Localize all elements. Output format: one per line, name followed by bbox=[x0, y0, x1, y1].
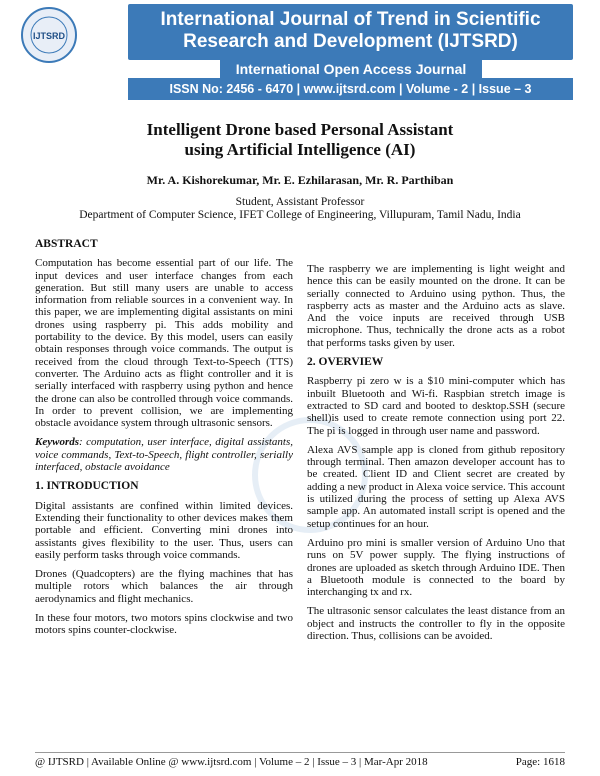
right-column bbox=[307, 263, 565, 649]
abstract-heading: ABSTRACT bbox=[35, 238, 98, 250]
keywords bbox=[35, 436, 293, 473]
footer-citation: @ IJTSRD | Available Online @ www.ijtsrd.com | Volume – 2 | Issue – 3 | Mar-Apr 2018 bbox=[35, 756, 428, 768]
journal-logo-icon bbox=[20, 4, 78, 66]
paper-title bbox=[0, 120, 600, 160]
overview-paragraph-4: The ultrasonic sensor calculates the least distance from an object and instructs the controller to fly in the opposite direction. Thus, collisions can be avoided. bbox=[307, 605, 565, 643]
page-footer bbox=[35, 756, 565, 768]
title-line1: Intelligent Drone based Personal Assistant bbox=[146, 120, 454, 139]
svg-text:IJTSRD: IJTSRD bbox=[32, 31, 66, 41]
intro-paragraph-1: Digital assistants are confined within limited devices. Extending their functionality to other devices makes them portable and efficient. Converting mini drones into assistants gives flexibility to the user. Thus, users can easily perform tasks through voice commands. bbox=[35, 499, 293, 561]
abstract-text: Computation has become essential part of our life. The input devices and user interface changes from each generation. But still many users are unable to access information from reliable sources in a convenient way. In this paper, we are implementing digital assistants on mini drones using raspberry pi. This adds mobility and portability to the device. By this model, users can easily obtain responses through voice commands. The output is received from the cloud through Text-to-Speech (TTS) converter. The Arduino acts as flight controller and it is serially interfaced with raspberry using python and hence the drone can also be controlled through voice commands. In order to prevent collision, we are implementing obstacle avoidance system through ultrasonic sensors. bbox=[35, 257, 293, 430]
issn-bar: ISSN No: 2456 - 6470 | www.ijtsrd.com | Volume - 2 | Issue – 3 bbox=[128, 78, 573, 100]
intro-paragraph-3: In these four motors, two motors spins clockwise and two motors spins counter-clockwise. bbox=[35, 612, 293, 637]
overview-paragraph-3: Arduino pro mini is smaller version of Arduino Uno that runs on 5V power supply. The flying instructions of drones are uploaded as sketch through Arduino IDE. Then a Bluetooth module is connected to the board by interchanging tx and rx. bbox=[307, 536, 565, 599]
keywords-label: Keywords bbox=[35, 436, 79, 449]
title-line2: using Artificial Intelligence (AI) bbox=[184, 140, 416, 159]
journal-header bbox=[0, 0, 600, 100]
keywords-text: : computation, user interface, digital assistants, voice commands, Text-to-Speech, flight controller, serially interfaced, obstacle avoidance bbox=[35, 436, 293, 474]
journal-title-line2: Research and Development (IJTSRD) bbox=[183, 31, 518, 52]
introduction-heading: 1. INTRODUCTION bbox=[35, 480, 139, 493]
journal-title-banner bbox=[128, 4, 573, 60]
department: Department of Computer Science, IFET College of Engineering, Villupuram, Tamil Nadu, India bbox=[79, 209, 521, 221]
open-access-label: International Open Access Journal bbox=[220, 60, 482, 78]
authors: Mr. A. Kishorekumar, Mr. E. Ezhilarasan, Mr. R. Parthiban bbox=[146, 173, 454, 187]
overview-paragraph-2: Alexa AVS sample app is cloned from github repository through terminal. Then amazon developer account has to be created. Client ID and Client secret are created by adding a new product in Alexa voice service. This account is utilized during the process of setting up Alexa AVS sample app. An automated install script is opened and the setup continues for an hour. bbox=[307, 443, 565, 530]
intro-paragraph-2: Drones (Quadcopters) are the flying machines that has multiple rotors which balances the air through aerodynamics and flight mechanics. bbox=[35, 568, 293, 605]
author-roles: Student, Assistant Professor bbox=[235, 196, 365, 208]
journal-title-line1: International Journal of Trend in Scientific bbox=[160, 9, 541, 30]
right-paragraph-1: The raspberry we are implementing is light weight and hence this can be easily mounted on the drone. It can be serially connected to Arduino using python. Thus, the raspberry acts as master and the Arduino acts as slave. And the voice inputs are received through USB microphone. Thus, technically the drone acts as a robot that performs tasks given by user. bbox=[307, 263, 565, 349]
overview-paragraph-1: Raspberry pi zero w is a $10 mini-computer which has inbuilt Bluetooth and Wi-fi. Raspbian stretch image is extracted to SD card and booted to desktop.SSH (secure shell)is used to create remote connection using port 22. The pi is logged in through user name and password. bbox=[307, 375, 565, 437]
footer-divider bbox=[35, 752, 565, 753]
left-column bbox=[35, 238, 293, 644]
page-number: Page: 1618 bbox=[515, 756, 565, 768]
overview-heading: 2. OVERVIEW bbox=[307, 356, 384, 369]
